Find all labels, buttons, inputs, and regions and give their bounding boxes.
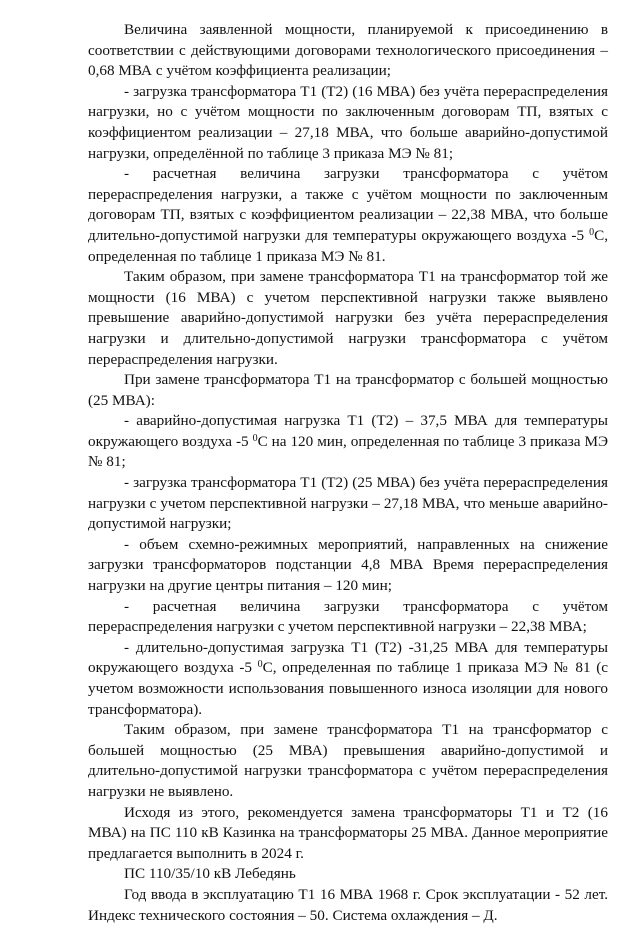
paragraph-text: - длительно-допустимая загрузка Т1 (Т2) -31,25 МВА для температуры окружающего воздуха -5 [88, 638, 608, 677]
paragraph-text: С на 120 мин, определенная по таблице 3 приказа МЭ № 81; [88, 432, 608, 471]
paragraph-recommendation [88, 803, 608, 865]
paragraph-text: - загрузка трансформатора Т1 (Т2) (25 МВА) без учёта перераспределения нагрузки с учетом перспективной нагрузки – 27,18 МВА, что меньше аварийно-допустимой нагрузки; [88, 474, 608, 533]
degree-superscript: 0 [257, 659, 263, 671]
paragraph-text: - расчетная величина загрузки трансформатора с учётом перераспределения нагрузки, а также с учётом мощности по заключенным договорам ТП, взятых с коэффициентом реализации – 22,38 МВА, что больше длительно-допустимой нагрузки для температуры окружающего воздуха -5 [88, 165, 608, 244]
paragraph-conclusion-same-capacity [88, 267, 608, 370]
paragraph-text: Таким образом, при замене трансформатора Т1 на трансформатор той же мощности (16 МВА) с учетом перспективной нагрузки также выявлено превышение аварийно-допустимой нагрузки без учёта перераспределения нагрузки и длительно-допустимой нагрузки трансформатора с учётом перераспределения нагрузки. [88, 268, 608, 368]
paragraph-emergency-load-25mva [88, 411, 608, 473]
paragraph-load-25mva-no-redistribution [88, 473, 608, 535]
substation-heading [88, 864, 608, 885]
paragraph-declared-capacity [88, 20, 608, 82]
paragraph-substation-details [88, 885, 608, 926]
paragraph-long-term-load-25mva [88, 638, 608, 720]
paragraph-load-16mva-no-redistribution [88, 82, 608, 164]
degree-superscript: 0 [589, 226, 595, 238]
paragraph-text: Величина заявленной мощности, планируемой к присоединению в соответствии с действующими договорами технологического присоединения – 0,68 МВА с учётом коэффициента реализации; [88, 21, 608, 80]
paragraph-text: ПС 110/35/10 кВ Лебедянь [124, 865, 296, 883]
paragraph-larger-capacity-intro [88, 370, 608, 411]
paragraph-conclusion-larger-capacity [88, 720, 608, 802]
paragraph-text: Год ввода в эксплуатацию Т1 16 МВА 1968 г. Срок эксплуатации - 52 лет. Индекс технического состояния – 50. Система охлаждения – Д. [88, 885, 608, 924]
paragraph-text: С, определенная по таблице 1 приказа МЭ № 81. [88, 226, 608, 265]
paragraph-calculated-load-redistribution [88, 164, 608, 267]
paragraph-calculated-load-perspective [88, 597, 608, 638]
paragraph-text: - расчетная величина загрузки трансформатора с учётом перераспределения нагрузки с учетом перспективной нагрузки – 22,38 МВА; [88, 597, 608, 636]
paragraph-text: С, определенная по таблице 1 приказа МЭ № 81 (с учетом возможности использования повышенного износа изоляции для нового трансформатора). [88, 659, 609, 718]
paragraph-text: При замене трансформатора Т1 на трансформатор с большей мощностью (25 МВА): [88, 371, 608, 409]
document-page [88, 20, 608, 926]
paragraph-text: - аварийно-допустимая нагрузка Т1 (Т2) – 37,5 МВА для температуры окружающего воздуха -5 [88, 412, 608, 450]
paragraph-text: Исходя из этого, рекомендуется замена трансформаторы Т1 и Т2 (16 МВА) на ПС 110 кВ Казинка на трансформаторы 25 МВА. Данное мероприятие предлагается выполнить в 2024 г. [88, 803, 608, 862]
paragraph-text: - объем схемно-режимных мероприятий, направленных на снижение загрузки трансформаторов подстанции 4,8 МВА Время перераспределения нагрузки на другие центры питания – 120 мин; [88, 535, 608, 595]
degree-superscript: 0 [252, 432, 258, 444]
paragraph-text: - загрузка трансформатора Т1 (Т2) (16 МВА) без учёта перераспределения нагрузки, но с учётом мощности по заключенным договорам ТП, взятых с коэффициентом реализации – 27,18 МВА, что больше аварийно-допустимой нагрузки, определённой по таблице 3 приказа МЭ № 81; [88, 82, 608, 162]
paragraph-text: Таким образом, при замене трансформатора Т1 на трансформатор с большей мощностью (25 МВА) превышения аварийно-допустимой и длительно-допустимой нагрузки трансформатора с учётом перераспределения нагрузки не выявлено. [88, 721, 608, 800]
paragraph-switching-measures [88, 535, 608, 597]
